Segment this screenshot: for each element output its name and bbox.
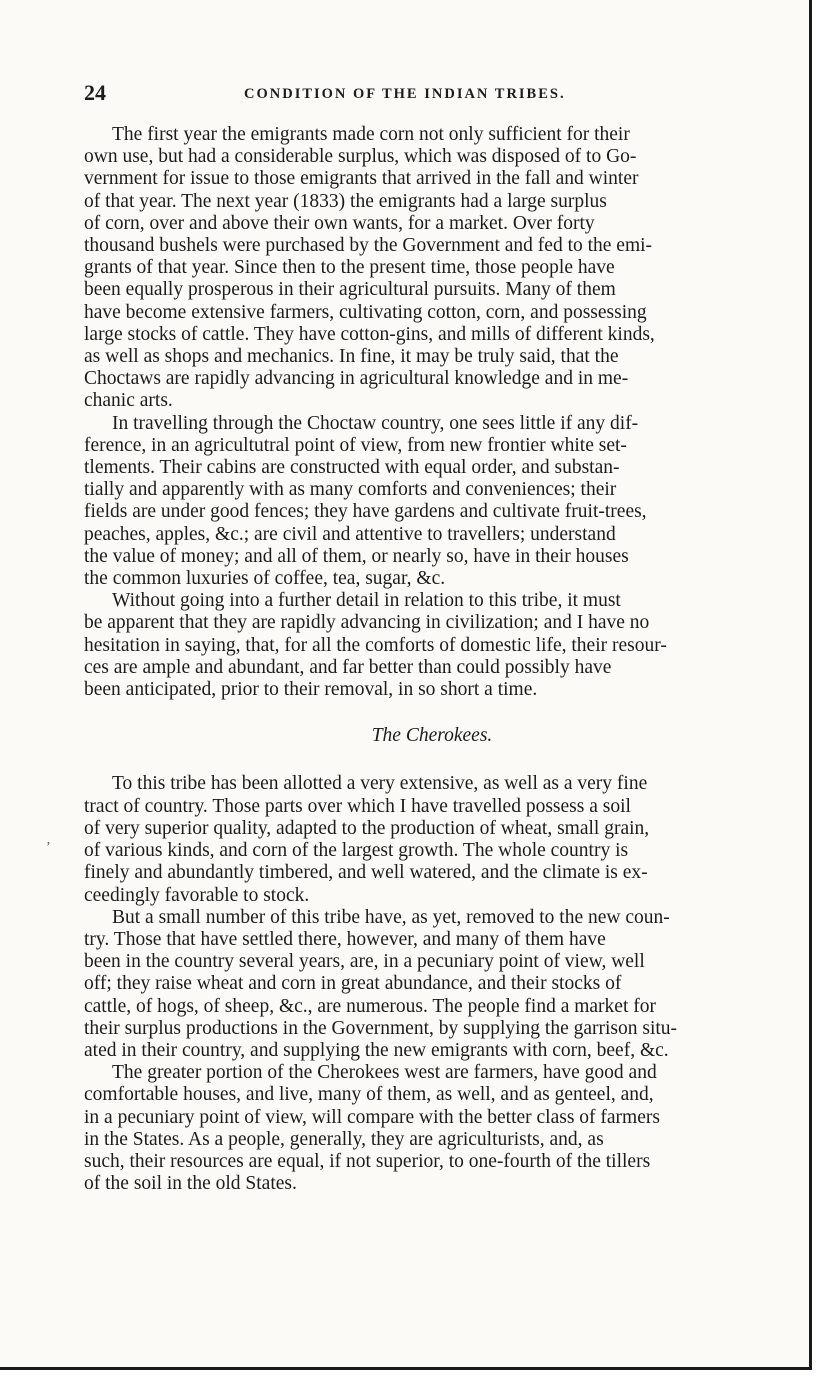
paragraph: To this tribe has been allotted a very extensive, as well as a very fine tract of country. Those parts over which I have travelled possess a soil of very superior quality, adapted to the production of wheat, small grain, of various kinds, and corn of the largest growth. The whole country is finely and abundantly timbered, and well watered, and the climate is ex- ceedingly favorable to stock. [84, 773, 650, 906]
page-header [84, 78, 780, 110]
body-text [84, 124, 780, 1195]
running-title: CONDITION OF THE INDIAN TRIBES. [244, 86, 566, 102]
paragraph: But a small number of this tribe have, as yet, removed to the new coun- try. Those that have settled there, however, and many of them have been in the country several years, are, in a pecuniary point of view, well off; they raise wheat and corn in great abundance, and their stocks of cattle, of hogs, of sheep, &c., are numerous. The people find a market for their surplus productions in the Government, by supplying the garrison situ- ated in their country, and supplying the new emigrants with corn, beef, &c. [84, 906, 678, 1061]
section-heading: The Cherokees. [371, 725, 493, 747]
page-number: 24 [84, 80, 106, 105]
margin-mark: ’ [46, 840, 51, 855]
paragraph: The first year the emigrants made corn not only sufficient for their own use, but had a considerable surplus, which was disposed of to Go- vernment for issue to those emigrants that arrived in the fall and winter of that year. The next year (1833) the emigrants had a large surplus of corn, over and above their own wants, for a market. Over forty thousand bushels were purchased by the Government and fed to the emi- grants of that year. Since then to the present time, those people have been equally prosperous in their agricultural pursuits. Many of them have become extensive farmers, cultivating cotton, corn, and possessing large stocks of cattle. They have cotton-gins, and mills of different kinds, as well as shops and mechanics. In fine, it may be truly said, that the Choctaws are rapidly advancing in agricultural knowledge and in me- chanic arts. [84, 124, 655, 412]
paragraph: Without going into a further detail in relation to this tribe, it must be apparent that they are rapidly advancing in civilization; and I have no hesitation in saying, that, for all the comforts of domestic life, their resour- ces are ample and abundant, and far better than could possibly have been anticipated, prior to their removal, in so short a time. [84, 590, 667, 701]
paragraph: In travelling through the Choctaw country, one sees little if any dif- ference, in an agricultutral point of view, from new frontier white set- tlements. Their cabins are constructed with equal order, and substan- tially and apparently with as many comforts and conveniences; their fields are under good fences; they have gardens and cultivate fruit-trees, peaches, apples, &c.; are civil and attentive to travellers; understand the value of money; and all of them, or nearly so, have in their houses the common luxuries of coffee, tea, sugar, &c. [84, 412, 647, 590]
paragraph: The greater portion of the Cherokees west are farmers, have good and comfortable houses, and live, many of them, as well, and as genteel, and, in a pecuniary point of view, will compare with the better class of farmers in the States. As a people, generally, they are agriculturists, and, as such, their resources are equal, if not superior, to one-fourth of the tillers of the soil in the old States. [84, 1062, 660, 1195]
